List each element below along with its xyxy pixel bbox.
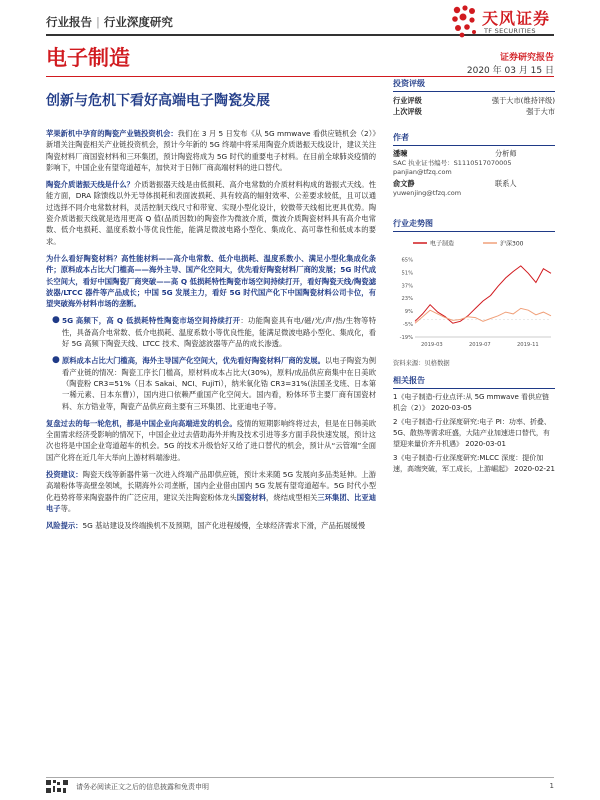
author-name: 潘暕 [393, 149, 408, 158]
bullet-body: ：功能陶瓷具有电/磁/光/声/热/生物等特性，具备高介电常数、低介电损耗、温度系数小等优良性能，能满足微波电路小型化、集成化，看好 5G 高频下陶瓷天线、LTCC 技术、陶瓷滤波器等产品的成长渗透。 [62, 316, 377, 349]
related-report-title: 1《电子制造-行业点评:从 5G mmwave 看供应链机会（2）》 [393, 393, 549, 412]
related-report-title: 2《电子制造-行业深度研究:电子 PI：功率、折叠、5G、散热等需求旺盛，大陆产业加速进口替代，有望迎来量价齐升机遇》 [393, 418, 551, 448]
qr-code-icon [46, 780, 70, 794]
page-number: 1 [549, 782, 554, 790]
rating-label: 行业评级 [393, 96, 422, 105]
paragraph-dra [46, 179, 376, 247]
industry-name: 电子制造 [46, 46, 130, 70]
paragraph-lead: 陶瓷介质谐振天线是什么？ [46, 180, 135, 190]
trend-section [393, 218, 555, 235]
title-divider [46, 76, 554, 77]
company-highlight: 三环集团、比亚迪电子 [46, 492, 377, 513]
author-role: 联系人 [495, 179, 517, 188]
paragraph-investment-advice [46, 469, 376, 514]
report-type: 证券研究报告 [499, 53, 554, 63]
author-sac: SAC 执业证书编号：S1110517070005 [393, 159, 512, 167]
rating-header: 投资评级 [393, 78, 555, 92]
y-tick-label: -5% [402, 322, 413, 329]
author-row [393, 179, 555, 189]
x-tick-label: 2019-03 [421, 342, 443, 348]
series-line [415, 266, 551, 323]
subcategory-label: 行业深度研究 [103, 15, 173, 29]
paragraph-text: ，烧结成型相关 [266, 492, 318, 502]
y-tick-label: -19% [399, 335, 413, 341]
author-header: 作者 [393, 132, 555, 146]
bullet-item [52, 355, 376, 411]
related-report-date: 2020-03-05 [431, 404, 472, 412]
category-label: 行业报告 [46, 15, 92, 29]
prev-rating-value: 强于大市 [526, 107, 555, 116]
paragraph-investment-opportunity [46, 128, 376, 173]
author-email[interactable]: panjian@tfzq.com [393, 168, 452, 176]
author-section [393, 132, 555, 198]
related-report-item[interactable] [393, 417, 555, 450]
related-reports [393, 375, 555, 478]
bullet-body: 以电子陶瓷为例看产业链的情况：陶瓷工序长门槛高，原材料成本占比大(30%)，原料/成品供应商集中在日美欧（陶瓷粉 CR3=51%（日本 Sakai、NCI、FujiTi），纳米氧化锆 CR3=31%(法国圣戈班、日本第一稀元素、日本东曹)），国内进口依赖严重国产化空间大。国内看，粉体环节主要厂商有国瓷材料、东方锆业等，陶瓷产品供应商主要有三环集团、比亚迪电子等。 [62, 356, 377, 411]
footer-divider [46, 777, 554, 778]
main-body [46, 128, 376, 538]
bullet-text [62, 315, 376, 349]
bullet-item [52, 315, 376, 349]
rating-value: 强于大市(维持评级) [491, 96, 555, 105]
trend-chart [393, 237, 555, 352]
x-tick-label: 2019-11 [517, 342, 539, 348]
bullet-lead: 5G 高频下，高 Q 低损耗特性陶瓷市场空间持续打开 [62, 316, 241, 326]
series-line [415, 308, 551, 323]
y-tick-label: 51% [401, 270, 413, 277]
prev-rating-label: 上次评级 [393, 107, 422, 116]
logo-mark-icon [450, 4, 480, 40]
paragraph-text: 疫情的短期影响终将过去，但是在日韩美欧全面需求经济受影响的情况下，中国企业过去借助海外并购及技术引进等多方面手段快速发展，预计这次也将是中国企业弯道超车的机会。5G 的技术升级恰好又给了进口替代的机会，预计从“云管端”全面国产化将在近几年大举向上游材料端渗进。 [46, 418, 376, 462]
trend-chart-svg [393, 237, 555, 352]
paragraph-text: 陶瓷天线等新器件第一次进入终端产品即供应链，预计未来随 5G 发展向多品类延伸。上游高端粉体等高壁垒领域，长期海外公司垄断，国内企业借由国内 5G 发展有望弯道超车。5G 时代小型化趋势将带来陶瓷器件的广泛应用，建议关注陶瓷粉体龙头 [46, 470, 377, 502]
y-tick-label: 37% [401, 283, 413, 290]
bullet-icon: ● [52, 315, 60, 326]
paragraph-lead: 投资建议： [46, 470, 83, 480]
related-report-item[interactable] [393, 453, 555, 475]
paragraph-text: 介质谐振器天线是由低损耗、高介电常数的介质材料构成的谐振式天线。性能方面，DRA 除馈线以外无导体损耗和表面波损耗、具有较高的辐射效率、公差要求较低，且可以通过选择不同介电常数材料，灵活控制天线尺寸和带宽、实现小型化设计，较微带天线相比更具优势。陶瓷介质谐振天线就是选用更高 Q 值(品质因数)的陶瓷作为微波介质，微波介质陶瓷材料具有高介电常数、低介电损耗、温度系数小等优良性能，能满足微波电路小型化、集成化、高可靠性和低成本的要求。 [46, 180, 377, 246]
logo-text: 天风证券 [482, 9, 551, 28]
paragraph-text: 等。 [60, 503, 76, 513]
category-separator: | [96, 15, 100, 29]
related-report-item[interactable] [393, 392, 555, 414]
paragraph-lead: 为什么看好陶瓷材料？高性能材料——高介电常数、低介电损耗、温度系数小、满足小型化集成化条件；原料成本占比大门槛高——海外主导、国产化空间大，优先看好陶瓷材料厂商的发展；5G 时代成长空间大，看好中国陶瓷厂商突破——高 Q 低损耗特性陶瓷市场空间持续打开，看好陶瓷天线/陶瓷滤波器/LTCC 器件等产品成长；中国 5G 发展主力，看好 5G 时代国产化下中国陶瓷材料公司卡位，有望突破海外材料市场的垄断。 [46, 253, 376, 309]
report-category [46, 14, 173, 30]
rating-section [393, 78, 555, 117]
author-email[interactable]: yuwenjing@tfzq.com [393, 189, 462, 197]
bullet-icon: ● [52, 355, 60, 366]
footer-disclaimer: 请务必阅读正文之后的信息披露和免责申明 [76, 783, 209, 791]
paragraph-lead: 复盘过去的每一轮危机，都是中国企业向高端进发的机会。 [46, 418, 237, 428]
bullet-text [62, 355, 376, 411]
paragraph-text: 5G 基站建设及终端换机不及预期，国产化进程缓慢，全球经济需求下滑，产品拓展缓慢 [82, 521, 366, 531]
author-row [393, 149, 555, 159]
related-report-title: 3《电子制造-行业深度研究:MLCC 深度：提价加速，高端突破，军工成长，上游崛起》 [393, 454, 544, 473]
trend-header: 行业走势图 [393, 218, 555, 232]
bullet-lead: 原料成本占比大门槛高，海外主导国产化空间大，优先看好陶瓷材料厂商的发展。 [62, 356, 325, 366]
paragraph-text: 我们在 3 月 5 日发布《从 5G mmwave 看供应链机会（2）》新增关注陶瓷相关产业链投资机会，预计今年新的 5G 终端中将采用陶瓷介质谐振天线设计，建议关注陶瓷材料厂商国瓷材料和三环集团，预计陶瓷将成为 5G 时代的重要电子材料。在目前全球肺炎疫情的影响下，中国企业有望弯道超车，加快对于日韩厂商高端材料的进口替代。 [46, 129, 377, 172]
y-tick-label: 65% [401, 257, 413, 264]
legend-label: 沪深300 [500, 240, 524, 248]
author-role: 分析师 [495, 149, 517, 158]
x-tick-label: 2019-07 [469, 342, 491, 348]
paragraph-lead: 苹果新机中孕育的陶瓷产业链投资机会： [46, 129, 178, 138]
paragraph-why-ceramic [46, 253, 376, 309]
chart-source: 资料来源：贝格数据 [393, 360, 450, 367]
report-title: 创新与危机下看好高端电子陶瓷发展 [46, 93, 270, 109]
logo-text-en: TF SECURITIES [484, 27, 536, 35]
author-name: 俞文静 [393, 179, 415, 188]
y-tick-label: 9% [404, 309, 413, 316]
paragraph-risk [46, 520, 376, 531]
related-report-date: 2020-02-21 [514, 465, 555, 473]
related-report-date: 2020-03-01 [465, 440, 506, 448]
y-tick-label: 23% [401, 296, 413, 303]
paragraph-crisis [46, 418, 376, 463]
legend-label: 电子制造 [430, 240, 455, 248]
company-highlight: 国瓷材料 [236, 492, 267, 502]
related-header: 相关报告 [393, 375, 555, 389]
report-date: 2020 年 03 月 15 日 [466, 66, 554, 76]
company-logo [450, 4, 580, 44]
prev-rating-row [393, 106, 555, 117]
rating-row [393, 95, 555, 106]
paragraph-lead: 风险提示： [46, 521, 83, 531]
